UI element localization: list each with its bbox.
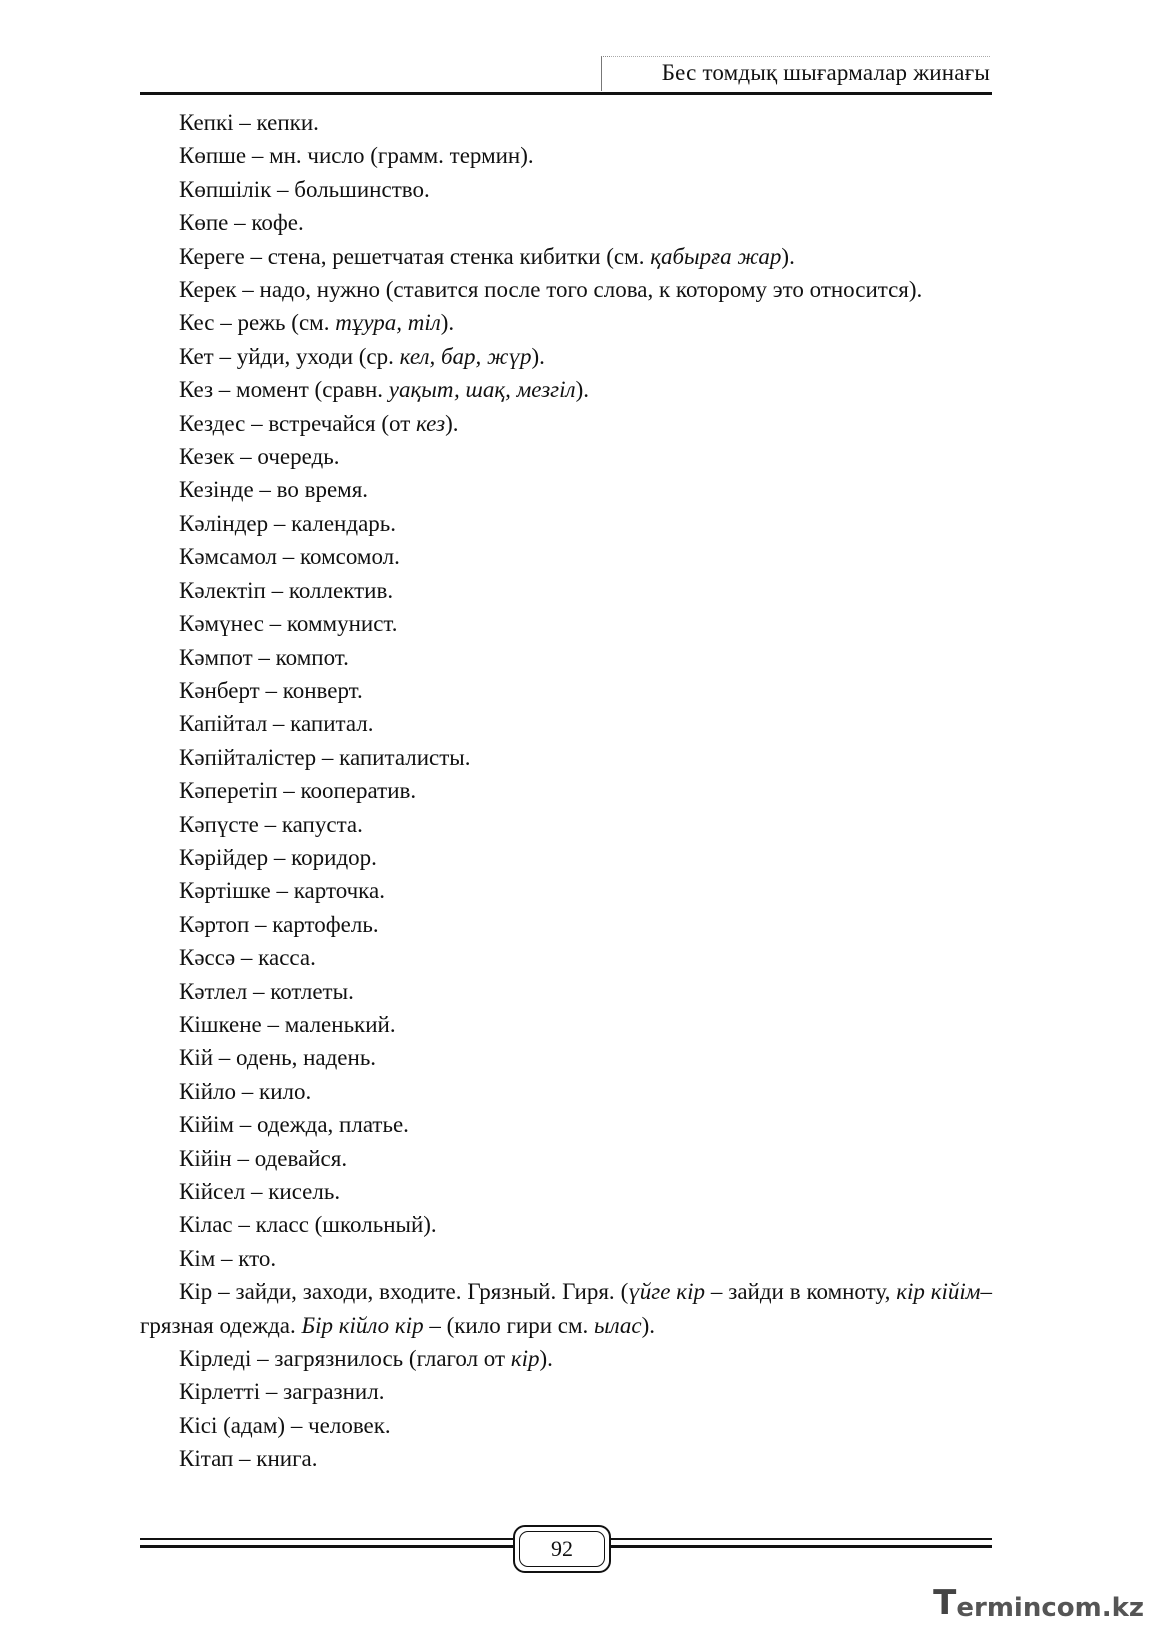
- entry-text: Кәперетіп – кооператив.: [179, 778, 417, 804]
- glossary-entry: [140, 507, 992, 540]
- page-number: 92: [551, 1536, 573, 1561]
- entry-text: Кірледі – загрязнилось (глагол от: [179, 1346, 511, 1372]
- entry-text: Кір – зайди, заходи, входите. Грязный. Гиря. (: [179, 1279, 629, 1305]
- entry-text: ).: [575, 377, 589, 403]
- entry-text: ).: [445, 410, 459, 436]
- entry-text: Көпше – мн. число (грамм. термин).: [179, 143, 534, 169]
- entry-text: Кәрійдер – коридор.: [179, 844, 377, 870]
- entry-text: Кес – режь (см.: [179, 310, 336, 336]
- entry-text: ).: [539, 1346, 553, 1372]
- entry-text: Кійло – кило.: [179, 1078, 312, 1104]
- entry-text: Керек – надо, нужно (ставится после того слова, к которому это относится).: [179, 277, 923, 303]
- entry-text: Кішкене – маленький.: [179, 1011, 396, 1037]
- glossary-entry: [140, 1242, 992, 1275]
- entry-italic-text: кір: [510, 1346, 540, 1372]
- entry-italic-text: ылас: [594, 1312, 642, 1338]
- entry-italic-text: Бір кійло кір: [301, 1312, 424, 1338]
- entry-italic-text: қабырға жар: [650, 243, 782, 269]
- entry-text: Кәнберт – конверт.: [179, 677, 363, 703]
- entry-text: Кәліндер – календарь.: [179, 510, 397, 536]
- watermark-logo: [933, 1583, 1144, 1623]
- entry-text: Кез – момент (сравн.: [179, 377, 389, 403]
- entry-text: Кәтлел – котлеты.: [179, 978, 354, 1004]
- glossary-entry: [140, 139, 992, 172]
- glossary-entry: [140, 106, 992, 139]
- glossary-entry: [140, 1075, 992, 1108]
- entry-text: Кепкі – кепки.: [179, 110, 319, 135]
- entry-italic-text: уақыт, шақ, мезгіл: [388, 377, 576, 403]
- entry-text: Кійім – одежда, платье.: [179, 1112, 409, 1138]
- entry-text: Кезек – очередь.: [179, 444, 340, 470]
- glossary-entry: [140, 707, 992, 740]
- entry-text: – (кило гири см.: [423, 1312, 595, 1338]
- glossary-entry: [140, 908, 992, 941]
- glossary-entry: [140, 206, 992, 239]
- glossary-entry: [140, 774, 992, 807]
- page-number-box: [513, 1525, 611, 1573]
- entry-text: Кәмүнес – коммунист.: [179, 611, 398, 637]
- glossary-entry: [140, 273, 992, 306]
- entry-text: Кездес – встречайся (от: [179, 410, 416, 436]
- glossary-entry: [140, 574, 992, 607]
- entry-text: Кет – уйди, уходи (ср.: [179, 343, 400, 369]
- entry-text: ).: [781, 243, 795, 269]
- entry-text: Кәссә – касса.: [179, 945, 316, 971]
- entry-italic-text: кел, бар, жүр: [399, 343, 532, 369]
- glossary-entry: [140, 1041, 992, 1074]
- entry-text: Кезінде – во время.: [179, 477, 369, 503]
- glossary-entry: [140, 340, 992, 373]
- glossary-entry: [140, 607, 992, 640]
- entry-text: Кісі (адам) – человек.: [179, 1412, 391, 1438]
- entry-text: ).: [440, 310, 455, 336]
- running-header-title: Бес томдық шығармалар жинағы: [661, 60, 990, 85]
- glossary-entry: [140, 1342, 992, 1375]
- glossary-entry: [140, 1175, 992, 1208]
- entry-text: Кәпійталістер – капиталисты.: [179, 744, 471, 770]
- header-dotted-line: [611, 56, 990, 57]
- entry-text: Кірлетті – загразнил.: [179, 1379, 385, 1405]
- entry-text: Кәмсамол – комсомол.: [179, 544, 400, 570]
- glossary-entry: [140, 373, 992, 406]
- entry-text: Көпшілік – большинство.: [179, 176, 430, 202]
- entry-text: Кәртішке – карточка.: [179, 878, 385, 904]
- entry-text: ).: [531, 343, 545, 369]
- watermark-letter: T: [933, 1583, 957, 1623]
- glossary-entry: [140, 641, 992, 674]
- entry-text: Кәртоп – картофель.: [179, 911, 379, 937]
- glossary-entry: [140, 173, 992, 206]
- entry-italic-text: кір кійім: [896, 1279, 981, 1305]
- entry-text: Капійтал – капитал.: [179, 711, 374, 737]
- glossary-entry: [140, 240, 992, 273]
- entry-text: Кәмпот – компот.: [179, 644, 349, 670]
- glossary-entry: [140, 741, 992, 774]
- glossary-entry: [140, 440, 992, 473]
- entry-text: Кілас – класс (школьный).: [179, 1212, 437, 1238]
- entry-text: Кәпүсте – капуста.: [179, 811, 363, 837]
- entry-italic-text: тұура, тіл: [335, 310, 441, 336]
- glossary-entry: [140, 841, 992, 874]
- glossary-entry: [140, 674, 992, 707]
- header-rule: [140, 92, 992, 95]
- glossary-entry: [140, 1108, 992, 1141]
- entry-italic-text: кез: [416, 410, 446, 436]
- entry-text: ).: [641, 1312, 656, 1338]
- entry-text: Кійсел – кисель.: [179, 1179, 341, 1204]
- watermark-text: ermincom.kz: [956, 1593, 1144, 1623]
- header-corner-ornament: [601, 56, 612, 91]
- entry-text: – грязная одежда.: [140, 1279, 992, 1338]
- glossary-entry: [140, 1208, 992, 1241]
- glossary-entry: [140, 1375, 992, 1408]
- glossary-entry: [140, 473, 992, 506]
- entry-italic-text: үйге кір: [628, 1279, 705, 1305]
- glossary-entry: [140, 1409, 992, 1442]
- glossary-entry: [140, 1142, 992, 1175]
- glossary-entry: [140, 407, 992, 440]
- glossary-entry: [140, 941, 992, 974]
- entry-text: – зайди в комноту,: [704, 1279, 897, 1305]
- entry-text: Кім – кто.: [179, 1245, 277, 1271]
- glossary-entry: [140, 1442, 992, 1475]
- glossary-entry: [140, 808, 992, 841]
- glossary-entry: [140, 1008, 992, 1041]
- entry-text: Кій – одень, надень.: [179, 1045, 377, 1071]
- entry-text: Көпе – кофе.: [179, 210, 304, 236]
- glossary-entry: [140, 1275, 992, 1342]
- glossary-content: [140, 106, 992, 1476]
- glossary-entry: [140, 306, 992, 339]
- entry-text: Кереге – стена, решетчатая стенка кибитки (см.: [179, 243, 651, 269]
- entry-text: Кійін – одевайся.: [179, 1145, 348, 1171]
- entry-text: Кітап – книга.: [179, 1446, 318, 1472]
- entry-text: Кәлектіп – коллектив.: [179, 577, 394, 603]
- glossary-entry: [140, 874, 992, 907]
- glossary-entry: [140, 540, 992, 573]
- glossary-entry: [140, 975, 992, 1008]
